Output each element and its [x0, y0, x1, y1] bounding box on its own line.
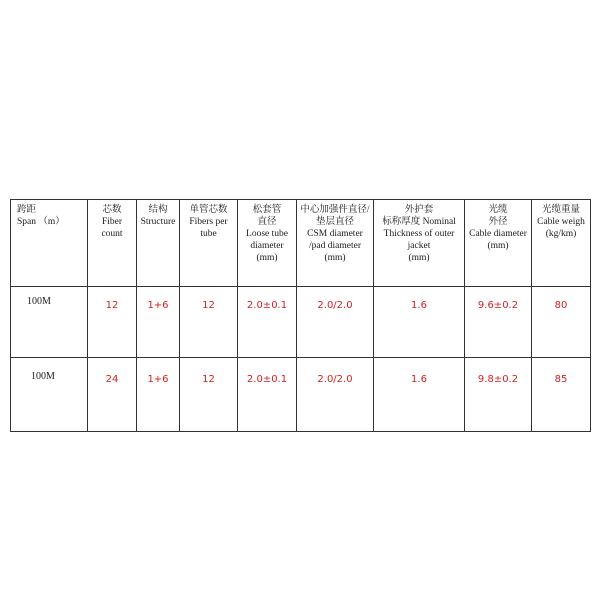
header-cable-diameter-en: Cable diameter — [469, 229, 527, 239]
cell-cable-weight: 80 — [532, 287, 591, 358]
cell-fiber-count: 24 — [88, 358, 137, 432]
cell-structure: 1+6 — [137, 287, 180, 358]
header-cable-diameter-zh-1: 光缆 — [488, 205, 508, 215]
header-jacket-en-1: Thickness of outer — [383, 229, 455, 239]
header-cable-diameter — [465, 200, 532, 287]
header-cable-diameter-unit: (mm) — [487, 241, 509, 251]
header-loose-tube-zh-1: 松套管 — [252, 205, 282, 215]
header-csm-zh-2: 垫层直径 — [315, 217, 354, 227]
table-row — [11, 358, 591, 432]
header-row — [11, 200, 591, 287]
header-cable-weight-en: Cable weigh — [537, 217, 585, 227]
header-csm-unit: (mm) — [324, 253, 346, 263]
cell-cable-diameter: 9.6±0.2 — [465, 287, 532, 358]
header-span — [11, 200, 88, 287]
cell-cable-weight: 85 — [532, 358, 591, 432]
cell-span: 100M — [11, 287, 88, 358]
header-jacket-zh-2: 标称厚度 Nominal — [382, 217, 456, 227]
cell-cable-diameter: 9.8±0.2 — [465, 358, 532, 432]
header-cable-weight — [532, 200, 591, 287]
header-loose-tube-unit: (mm) — [256, 253, 278, 263]
header-fiber-count-zh: 芯数 — [102, 205, 122, 215]
header-jacket-unit: (mm) — [408, 253, 430, 263]
cell-csm-diameter: 2.0/2.0 — [297, 358, 374, 432]
header-fibers-per-tube — [180, 200, 238, 287]
header-csm-zh-1: 中心加强件直径/ — [300, 205, 370, 215]
cable-spec-table — [10, 199, 591, 432]
header-structure-zh: 结构 — [148, 205, 168, 215]
header-jacket-zh-1: 外护套 — [404, 205, 434, 215]
header-jacket-en-2: jacket — [407, 241, 431, 251]
header-structure — [137, 200, 180, 287]
header-fibers-per-tube-en-2: tube — [200, 229, 217, 239]
cell-fibers-per-tube: 12 — [180, 287, 238, 358]
cell-structure: 1+6 — [137, 358, 180, 432]
cell-span: 100M — [11, 358, 88, 432]
header-loose-tube-en-2: diameter — [250, 241, 284, 251]
header-fibers-per-tube-zh: 单管芯数 — [189, 205, 228, 215]
cell-jacket-thickness: 1.6 — [374, 287, 465, 358]
header-cable-diameter-zh-2: 外径 — [488, 217, 508, 227]
header-csm-en-1: CSM diameter — [307, 229, 363, 239]
header-structure-en: Structure — [140, 217, 176, 227]
header-csm-diameter — [297, 200, 374, 287]
header-loose-tube-en-1: Loose tube — [246, 229, 288, 239]
header-cable-weight-zh: 光缆重量 — [541, 205, 580, 215]
table-row — [11, 287, 591, 358]
header-span-en: Span （m） — [17, 217, 65, 227]
header-fibers-per-tube-en-1: Fibers per — [189, 217, 228, 227]
header-cable-weight-unit: (kg/km) — [545, 229, 577, 239]
cell-loose-tube-diameter: 2.0±0.1 — [238, 287, 297, 358]
header-fiber-count — [88, 200, 137, 287]
header-loose-tube-diameter — [238, 200, 297, 287]
header-span-zh: 跨距 — [17, 205, 37, 215]
header-jacket-thickness — [374, 200, 465, 287]
cell-loose-tube-diameter: 2.0±0.1 — [238, 358, 297, 432]
header-fiber-count-en-2: count — [101, 229, 123, 239]
header-loose-tube-zh-2: 直径 — [257, 217, 277, 227]
cell-csm-diameter: 2.0/2.0 — [297, 287, 374, 358]
cell-fibers-per-tube: 12 — [180, 358, 238, 432]
header-csm-en-2: /pad diameter — [309, 241, 361, 251]
header-fiber-count-en-1: Fiber — [101, 217, 123, 227]
cell-jacket-thickness: 1.6 — [374, 358, 465, 432]
cell-fiber-count: 12 — [88, 287, 137, 358]
